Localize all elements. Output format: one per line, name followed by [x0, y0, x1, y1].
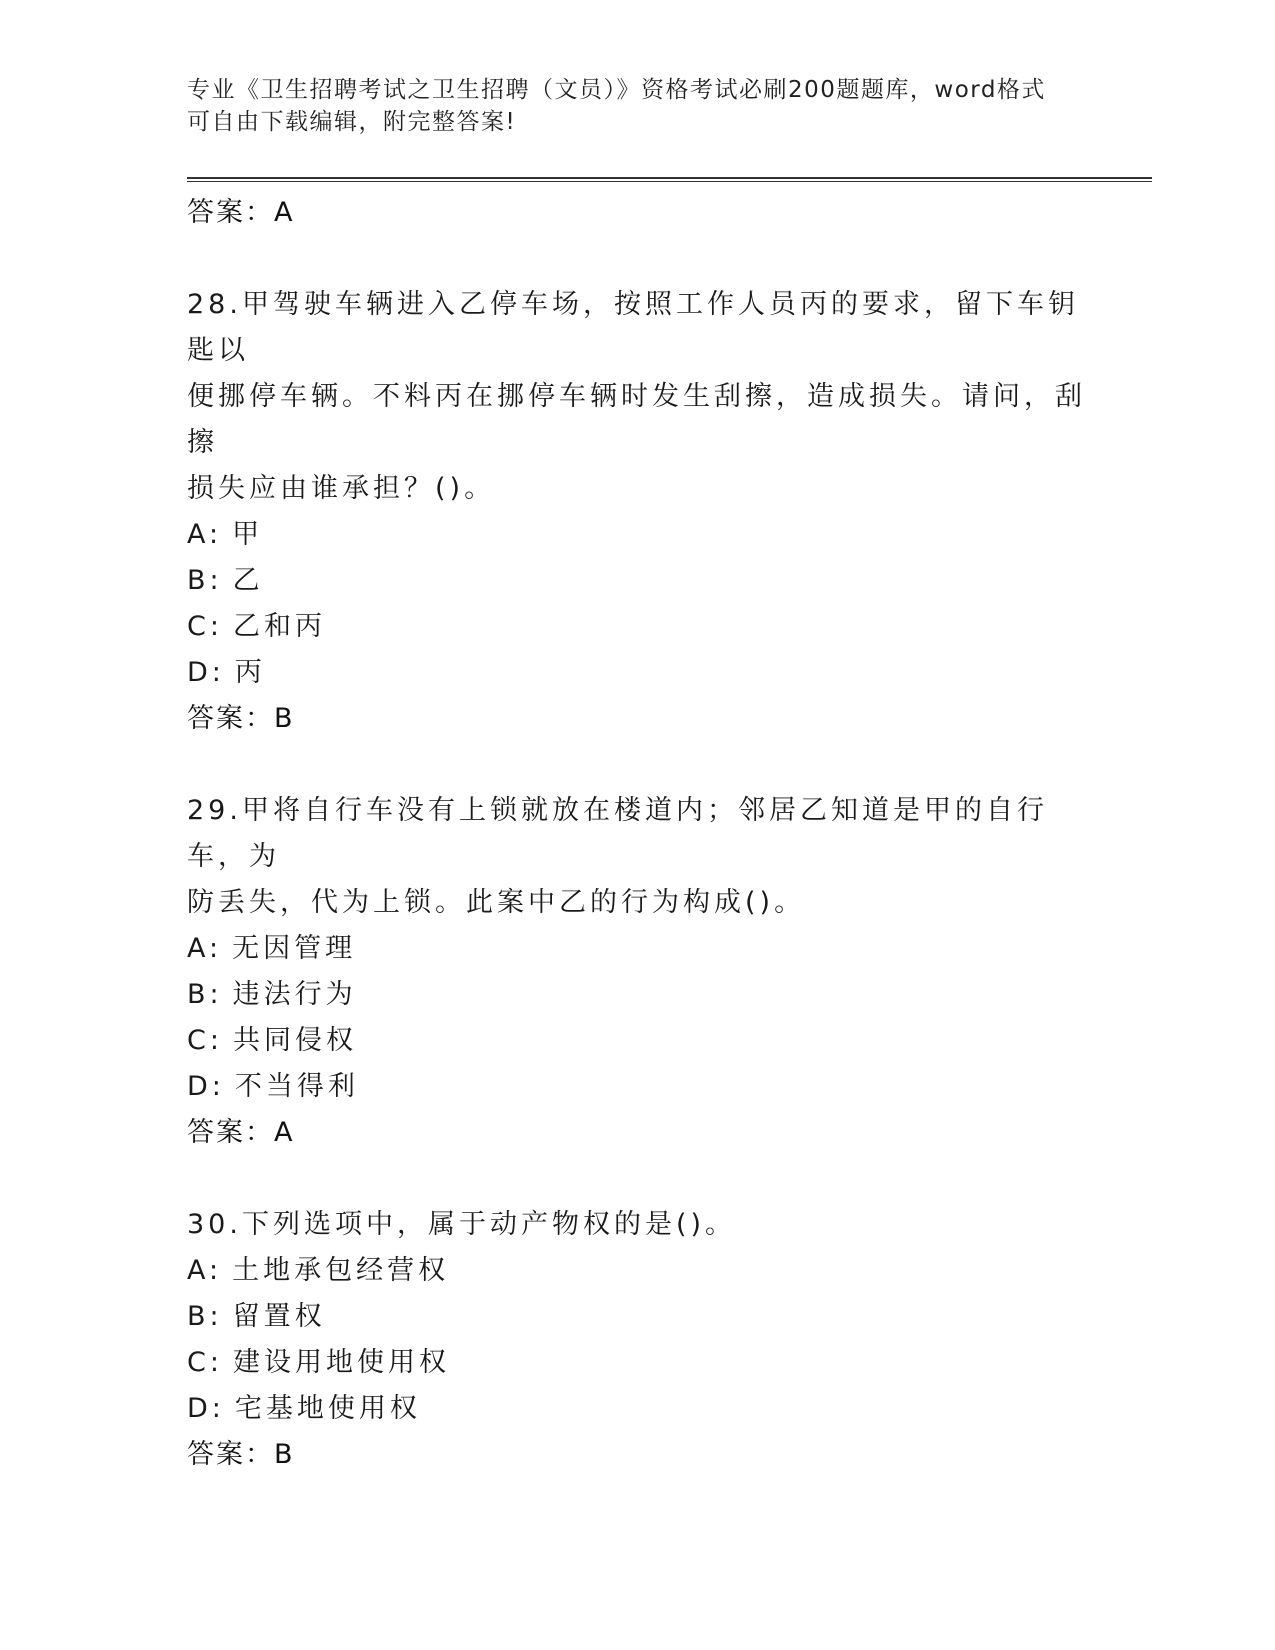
page-header	[187, 74, 1067, 138]
question-stem-line: 防丢失，代为上锁。此案中乙的行为构成()。	[187, 887, 806, 918]
option-letter: D:	[187, 1393, 225, 1424]
option-b	[187, 1294, 1087, 1340]
option-b	[187, 972, 1087, 1018]
option-text: 留置权	[232, 1301, 326, 1332]
option-a	[187, 512, 1087, 558]
option-letter: B:	[187, 1301, 223, 1332]
option-d	[187, 1386, 1087, 1432]
question-list	[187, 190, 1087, 1478]
option-text: 丙	[234, 657, 266, 688]
option-text: 宅基地使用权	[234, 1393, 421, 1424]
option-letter: A:	[187, 1255, 223, 1286]
option-letter: A:	[187, 933, 223, 964]
option-text: 乙和丙	[232, 611, 326, 642]
spacer	[187, 1156, 1087, 1202]
option-letter: A:	[187, 519, 223, 550]
option-letter: C:	[187, 1025, 223, 1056]
spacer	[187, 742, 1087, 788]
header-title-line-2: 可自由下载编辑，附完整答案!	[187, 109, 517, 135]
option-letter: C:	[187, 611, 223, 642]
question-stem-line: 29.甲将自行车没有上锁就放在楼道内；邻居乙知道是甲的自行车，为	[187, 795, 1048, 872]
previous-answer: 答案：A	[187, 197, 295, 228]
question-29	[187, 788, 1087, 1156]
option-letter: B:	[187, 565, 223, 596]
spacer	[187, 236, 1087, 282]
option-text: 不当得利	[234, 1071, 359, 1102]
option-text: 违法行为	[232, 979, 357, 1010]
answer-line: 答案：B	[187, 703, 295, 734]
option-text: 乙	[232, 565, 264, 596]
option-c	[187, 1340, 1087, 1386]
option-c	[187, 1018, 1087, 1064]
option-a	[187, 1248, 1087, 1294]
question-stem-line: 便挪停车辆。不料丙在挪停车辆时发生刮擦，造成损失。请问，刮擦	[187, 381, 1086, 458]
option-c	[187, 604, 1087, 650]
option-b	[187, 558, 1087, 604]
question-stem-line: 30.下列选项中，属于动产物权的是()。	[187, 1209, 737, 1240]
question-30	[187, 1202, 1087, 1478]
option-d	[187, 1064, 1087, 1110]
question-stem-line: 28.甲驾驶车辆进入乙停车场，按照工作人员丙的要求，留下车钥匙以	[187, 289, 1079, 366]
option-text: 无因管理	[232, 933, 357, 964]
option-letter: D:	[187, 1071, 225, 1102]
header-title-line-1: 专业《卫生招聘考试之卫生招聘（文员）》资格考试必刷200题题库，word格式	[187, 77, 1046, 103]
option-letter: D:	[187, 657, 225, 688]
option-d	[187, 650, 1087, 696]
option-letter: B:	[187, 979, 223, 1010]
option-letter: C:	[187, 1347, 223, 1378]
option-text: 土地承包经营权	[232, 1255, 450, 1286]
header-divider	[187, 177, 1152, 182]
option-text: 共同侵权	[232, 1025, 357, 1056]
question-28	[187, 282, 1087, 742]
option-text: 建设用地使用权	[232, 1347, 450, 1378]
answer-line: 答案：A	[187, 1117, 295, 1148]
answer-line: 答案：B	[187, 1439, 295, 1470]
question-stem-line: 损失应由谁承担？()。	[187, 473, 496, 504]
option-text: 甲	[232, 519, 264, 550]
option-a	[187, 926, 1087, 972]
